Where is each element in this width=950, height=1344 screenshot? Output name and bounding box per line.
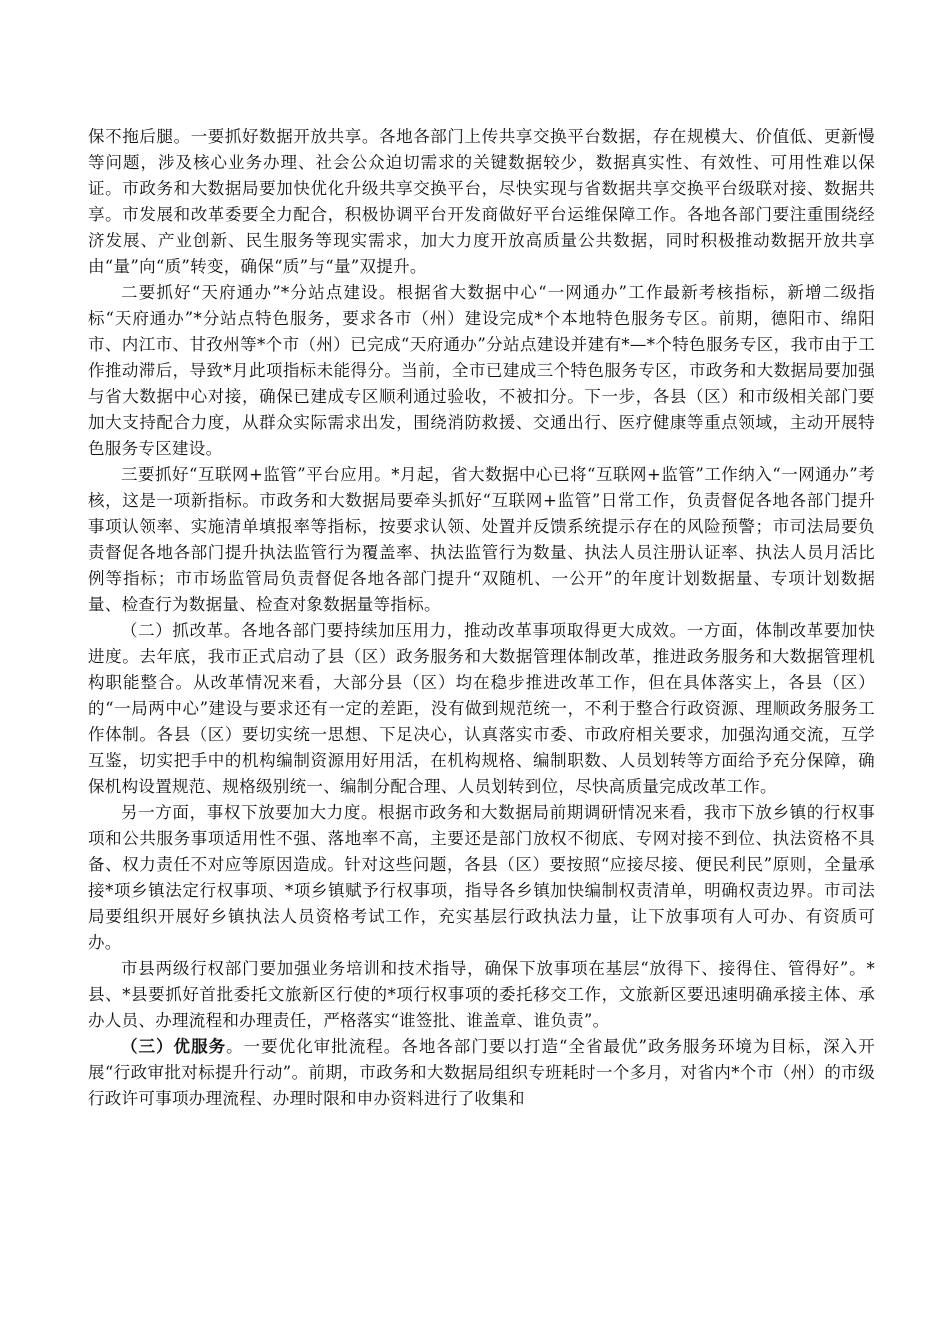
paragraph-reform: （二）抓改革。各地各部门要持续加压用力，推动改革事项取得更大成效。一方面，体制改革要加快进度。去年底，我市正式启动了县（区）政务服务和大数据管理体制改革，推进政务服务和大数据管理机构职能整合。从改革情况来看，大部分县（区）均在稳步推进改革工作，但在具体落实上，各县（区）的“一局两中心”建设与要求还有一定的差距，没有做到规范统一，不利于整合行政资源、理顺政务服务工作体制。各县（区）要切实统一思想、下足决心，认真落实市委、市政府相关要求，加强沟通交流，互学互鉴，切实把手中的机构编制资源用好用活，在机构规格、编制职数、人员划转等方面给予充分保障，确保机构设置规范、规格级别统一、编制分配合理、人员划转到位，尽快高质量完成改革工作。: [88, 621, 875, 796]
paragraph-optimize-service: [88, 1034, 875, 1112]
paragraph-power-delegation: 另一方面，事权下放要加大力度。根据市政务和大数据局前期调研情况来看，我市下放乡镇的行权事项和公共服务事项适用性不强、落地率不高，主要还是部门放权不彻底、专网对接不到位、执法资格不具备、权力责任不对应等原因造成。针对这些问题，各县（区）要按照“应接尽接、便民利民”原则，全量承接*项乡镇法定行权事项、*项乡镇赋予行权事项，指导各乡镇加快编制权责清单，明确权责边界。市司法局要组织开展好乡镇执法人员资格考试工作，充实基层行政执法力量，让下放事项有人可办、有资质可办。: [88, 803, 875, 952]
paragraph-training-guidance: 市县两级行权部门要加强业务培训和技术指导，确保下放事项在基层“放得下、接得住、管得好”。*县、*县要抓好首批委托文旅新区行使的*项行权事项的委托移交工作，文旅新区要迅速明确承接主体、承办人员、办理流程和办理责任，严格落实“谁签批、谁盖章、谁负责”。: [88, 959, 875, 1030]
document-body: [88, 124, 875, 1112]
paragraph-internet-supervision: 三要抓好“互联网+监管”平台应用。*月起，省大数据中心已将“互联网+监管”工作纳入“一网通办”考核，这是一项新指标。市政务和大数据局要牵头抓好“互联网+监管”日常工作，负责督促各地各部门提升事项认领率、实施清单填报率等指标，按要求认领、处置并反馈系统提示存在的风险预警；市司法局要负责督促各地各部门提升执法监管行为覆盖率、执法监管行为数量、执法人员注册认证率、执法人员月活比例等指标；市市场监管局负责督促各地各部门提升“双随机、一公开”的年度计划数据量、专项计划数据量、检查行为数据量、检查对象数据量等指标。: [88, 465, 875, 614]
paragraph-data-sharing: 保不拖后腿。一要抓好数据开放共享。各地各部门上传共享交换平台数据，存在规模大、价值低、更新慢等问题，涉及核心业务办理、社会公众迫切需求的关键数据较少，数据真实性、有效性、可用性难以保证。市政务和大数据局要加快优化升级共享交换平台，尽快实现与省数据共享交换平台级联对接、数据共享。市发展和改革委要全力配合，积极协调平台开发商做好平台运维保障工作。各地各部门要注重围绕经济发展、产业创新、民生服务等现实需求，加大力度开放高质量公共数据，同时积极推动数据开放共享由“量”向“质”转变，确保“质”与“量”双提升。: [88, 127, 875, 276]
section-heading-optimize-service: （三）优服务: [121, 1037, 227, 1056]
paragraph-tianfu-tongban: 二要抓好“天府通办”*分站点建设。根据省大数据中心“一网通办”工作最新考核指标，新增二级指标“天府通办”*分站点特色服务，要求各市（州）建设完成*个本地特色服务专区。前期，德阳市、绵阳市、内江市、甘孜州等*个市（州）已完成“天府通办”分站点建设并建有*—*个特色服务专区，我市由于工作推动滞后，导致*月此项指标未能得分。当前，全市已建成三个特色服务专区，市政务和大数据局要加强与省大数据中心对接，确保已建成专区顺利通过验收，不被扣分。下一步，各县（区）和市级相关部门要加大支持配合力度，从群众实际需求出发，围绕消防救援、交通出行、医疗健康等重点领域，主动开展特色服务专区建设。: [88, 283, 875, 458]
paragraph-optimize-service-text: 。一要优化审批流程。各地各部门要以打造“全省最优”政务服务环境为目标，深入开展“行政审批对标提升行动”。前期，市政务和大数据局组织专班耗时一个多月，对省内*个市（州）的市级行政许可事项办理流程、办理时限和申办资料进行了收集和: [88, 1037, 875, 1108]
